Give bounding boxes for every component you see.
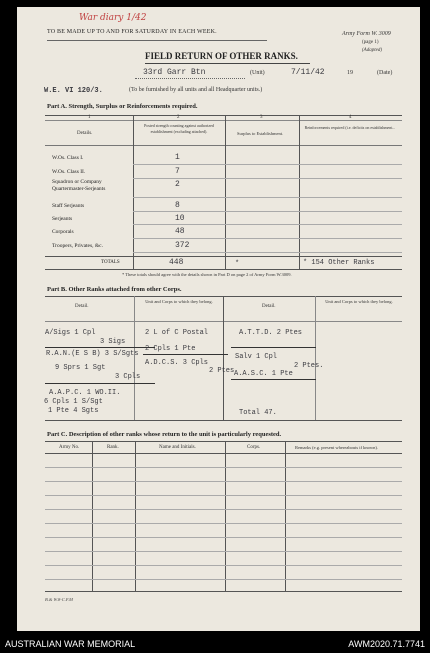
row-posted-strength: 10	[175, 214, 185, 223]
row-detail: W.Os. Class I.	[52, 155, 84, 161]
row-posted-strength: 48	[175, 227, 185, 236]
part-c-header-corps: Corps.	[247, 445, 261, 450]
row-detail: Serjeants	[52, 216, 73, 222]
part-c-title: Part C. Description of other ranks whose return to the unit is particularly requested.	[47, 431, 282, 438]
year-prefix: 19	[347, 70, 353, 76]
row-posted-strength: 8	[175, 201, 180, 210]
archive-footer	[0, 636, 430, 653]
part-c-header-name: Name and Initials.	[159, 445, 196, 450]
totals-reinforcements: * 154 Other Ranks	[303, 259, 375, 267]
attached-asigs-cpl: A/Sigs 1 Cpl	[45, 329, 96, 337]
attached-postal-ranks: 2 Cpls 1 Pte	[145, 345, 196, 353]
printer-note: B.& W.8-C.F.M	[45, 597, 73, 602]
part-b-header-detail-1: Detail.	[75, 304, 89, 309]
form-reference: Army Form W. 3009	[342, 31, 391, 37]
totals-surplus-marker: *	[235, 260, 240, 268]
row-posted-strength: 1	[175, 153, 180, 162]
attached-asigs-sigs: 3 Sigs	[100, 338, 126, 346]
attached-salv-ptes: 2 Ptes.	[294, 362, 324, 370]
part-b-header-unit-2: Unit and Corps to which they belong.	[325, 299, 393, 304]
part-c-header-rank: Rank.	[107, 445, 119, 450]
col-number-4: 4	[349, 115, 352, 120]
adapted-label: (Adapted)	[362, 48, 382, 53]
col-number-1: 1	[88, 115, 91, 120]
form-page	[17, 7, 420, 631]
totals-label: TOTALS	[101, 260, 120, 265]
col-header-details: Details.	[77, 131, 93, 136]
row-posted-strength: 372	[175, 241, 190, 250]
attached-aapc-cpls: 6 Cpls 1 S/Sgt	[44, 398, 103, 406]
row-posted-strength: 2	[175, 180, 180, 189]
col-number-3: 3	[260, 115, 263, 120]
part-b-title: Part B. Other Ranks attached from other Corps.	[47, 286, 182, 293]
col-number-2: 2	[177, 115, 180, 120]
unit-value: 33rd Garr Btn	[143, 68, 206, 77]
furnish-instruction: (To be furnished by all units and all Headquarter units.)	[129, 87, 263, 93]
we-reference: W.E. VI 120/3.	[44, 87, 103, 95]
row-detail: Staff Serjeants	[52, 203, 85, 209]
footer-institution: AUSTRALIAN WAR MEMORIAL	[5, 639, 136, 649]
attached-postal: 2 L of C Postal	[145, 329, 209, 337]
col-header-reinforcements: Reinforcements required (i.e. deficits on establishment...	[304, 125, 396, 130]
part-b-header-detail-2: Detail.	[262, 304, 276, 309]
form-title: FIELD RETURN OF OTHER RANKS.	[145, 51, 298, 61]
attached-ran-cpls: 3 Cpls	[115, 373, 141, 381]
col-header-surplus: Surplus to Establishment.	[237, 131, 284, 136]
footer-accession-number: AWM2020.71.7741	[348, 639, 425, 649]
attached-adcs: A.D.C.S. 3 Cpls	[145, 359, 209, 367]
attached-aapc-pte: 1 Pte 4 Sgts	[48, 407, 99, 415]
date-label: (Date)	[377, 70, 393, 76]
row-detail: Corporals	[52, 229, 74, 235]
page-reference: (page 1)	[362, 40, 379, 45]
row-posted-strength: 7	[175, 167, 180, 176]
attached-adcs-ptes: 2 Ptes	[209, 367, 235, 375]
totals-posted: 448	[169, 258, 184, 267]
attached-aapc-woii: A.A.P.C. 1 WO.II.	[49, 389, 121, 397]
attached-ran-ssgts: R.A.N.(E S B) 3 S/Sgts	[46, 350, 139, 358]
attached-total: Total 47.	[239, 409, 277, 417]
row-detail: W.Os. Class II.	[52, 169, 86, 175]
attached-attd: A.T.T.D. 2 Ptes	[239, 329, 303, 337]
unit-label: (Unit)	[250, 70, 265, 76]
date-value: 7/11/42	[291, 68, 325, 77]
handwritten-annotation: War diary 1/42	[79, 13, 147, 23]
attached-ran-sprs: 9 Sprs 1 Sgt	[55, 364, 106, 372]
attached-aasc: A.A.S.C. 1 Pte	[234, 370, 293, 378]
row-detail: Troopers, Privates, &c.	[52, 243, 103, 249]
made-up-instruction: TO BE MADE UP TO AND FOR SATURDAY IN EACH WEEK.	[47, 29, 217, 35]
attached-salv-cpl: Salv 1 Cpl	[235, 353, 278, 361]
totals-footnote: * These totals should agree with the details shown in Part D on page 2 of Army Form W.3009.	[122, 272, 292, 277]
row-detail: Squadron or Company Quartermaster-Serjeants	[52, 179, 106, 192]
part-a-title: Part A. Strength, Surplus or Reinforcements required.	[47, 103, 198, 110]
part-c-header-remarks: Remarks (e.g. present whereabouts if known).	[295, 445, 378, 450]
col-header-posted: Posted strength counting against authorized establishment (excluding attached).	[144, 123, 214, 134]
part-b-header-unit-1: Unit and Corps to which they belong.	[145, 299, 213, 304]
part-c-header-army-no: Army No.	[59, 445, 80, 450]
